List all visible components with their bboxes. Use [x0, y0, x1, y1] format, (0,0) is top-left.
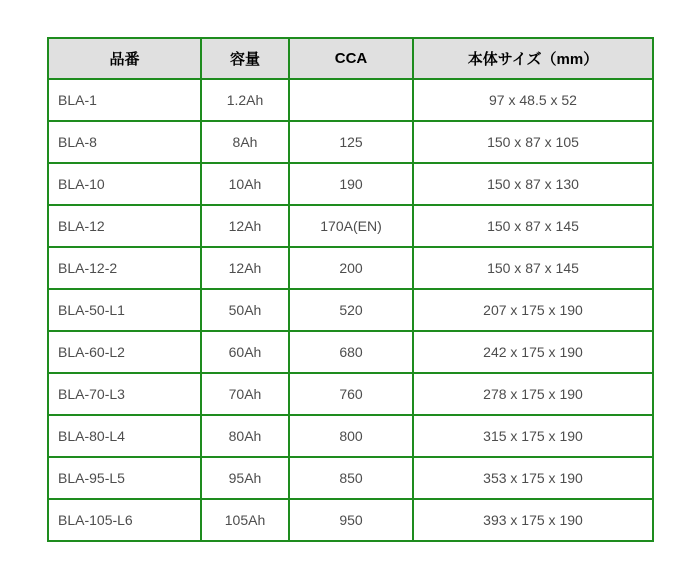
table-cell: 315 x 175 x 190 [413, 415, 653, 457]
table-cell: 800 [289, 415, 413, 457]
table-row [48, 121, 653, 163]
column-header: 品番 [48, 38, 201, 79]
table-cell: BLA-10 [48, 163, 201, 205]
table-cell: 95Ah [201, 457, 289, 499]
table-cell: 150 x 87 x 105 [413, 121, 653, 163]
table-cell: 393 x 175 x 190 [413, 499, 653, 541]
table-row [48, 247, 653, 289]
table-cell: 150 x 87 x 130 [413, 163, 653, 205]
table-row [48, 205, 653, 247]
table-row [48, 415, 653, 457]
table-cell: 8Ah [201, 121, 289, 163]
table-body [48, 79, 653, 541]
table-cell: 207 x 175 x 190 [413, 289, 653, 331]
table-cell: 150 x 87 x 145 [413, 205, 653, 247]
header-row [48, 38, 653, 79]
column-header: 容量 [201, 38, 289, 79]
table-cell: 80Ah [201, 415, 289, 457]
table-cell: 50Ah [201, 289, 289, 331]
table-row [48, 457, 653, 499]
column-header: CCA [289, 38, 413, 79]
table-cell: BLA-105-L6 [48, 499, 201, 541]
battery-spec-table [47, 37, 654, 542]
table-cell: 12Ah [201, 205, 289, 247]
table-cell: 680 [289, 331, 413, 373]
table-cell: 850 [289, 457, 413, 499]
table-row [48, 373, 653, 415]
table-cell: 353 x 175 x 190 [413, 457, 653, 499]
table-cell: 150 x 87 x 145 [413, 247, 653, 289]
table-row [48, 499, 653, 541]
table-cell: BLA-60-L2 [48, 331, 201, 373]
table-cell: 12Ah [201, 247, 289, 289]
table-cell: 242 x 175 x 190 [413, 331, 653, 373]
table-row [48, 331, 653, 373]
table-cell: 105Ah [201, 499, 289, 541]
table-cell: 200 [289, 247, 413, 289]
table-cell: 950 [289, 499, 413, 541]
table-cell: BLA-1 [48, 79, 201, 121]
table-row [48, 79, 653, 121]
table-cell: 190 [289, 163, 413, 205]
table-cell: 97 x 48.5 x 52 [413, 79, 653, 121]
table-row [48, 289, 653, 331]
table-cell: BLA-12-2 [48, 247, 201, 289]
table-cell: BLA-50-L1 [48, 289, 201, 331]
table-cell: 10Ah [201, 163, 289, 205]
table-cell: 1.2Ah [201, 79, 289, 121]
table-cell: 760 [289, 373, 413, 415]
table-cell: 170A(EN) [289, 205, 413, 247]
table-cell: BLA-95-L5 [48, 457, 201, 499]
table-row [48, 163, 653, 205]
table-cell: 278 x 175 x 190 [413, 373, 653, 415]
table-cell: 70Ah [201, 373, 289, 415]
table-cell: BLA-80-L4 [48, 415, 201, 457]
table-cell: BLA-8 [48, 121, 201, 163]
table-cell: 60Ah [201, 331, 289, 373]
table-cell: 520 [289, 289, 413, 331]
table-cell: BLA-12 [48, 205, 201, 247]
column-header: 本体サイズ（mm） [413, 38, 653, 79]
table-cell: 125 [289, 121, 413, 163]
table-cell [289, 79, 413, 121]
table-cell: BLA-70-L3 [48, 373, 201, 415]
